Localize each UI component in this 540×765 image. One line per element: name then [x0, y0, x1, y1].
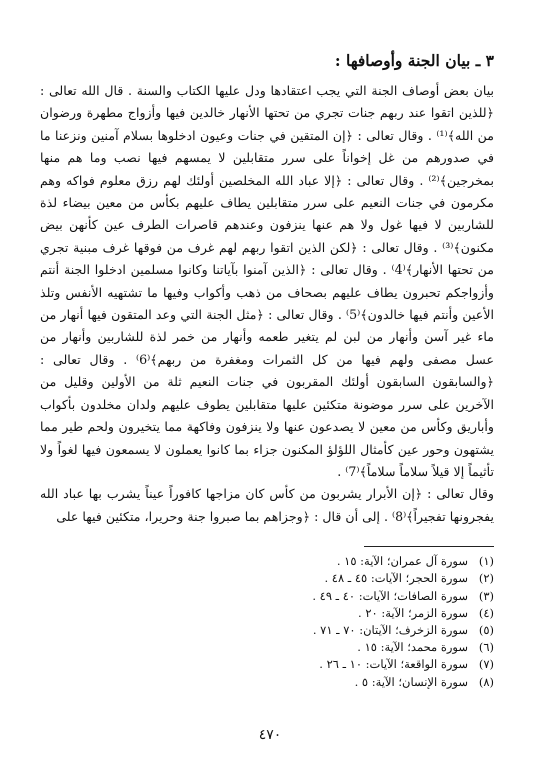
- footnote-number: (٦): [478, 640, 494, 655]
- section-heading: ٣ ـ بيان الجنة وأوصافها :: [334, 51, 494, 70]
- footnote-item: [40, 570, 494, 587]
- footnote-item: [40, 588, 494, 605]
- footnote-number: (٥): [478, 622, 494, 637]
- footnote-text: سورة الحجر؛ الآيات: ٤٥ ـ ٤٨ .: [324, 571, 468, 586]
- footnote-text: سورة محمد؛ الآية: ١٥ .: [357, 640, 468, 655]
- footnote-item: [40, 656, 494, 673]
- footnote-text: سورة الإنسان؛ الآية: ٥ .: [354, 674, 468, 689]
- footnote-text: سورة الصافات؛ الآيات: ٤٠ ـ ٤٩ .: [312, 588, 468, 603]
- footnote-number: (٧): [478, 657, 494, 672]
- footnote-number: (١): [478, 554, 494, 569]
- footnotes-list: [40, 553, 494, 691]
- footnote-text: سورة الزخرف؛ الآيتان: ٧٠ ـ ٧١ .: [312, 622, 468, 637]
- footnote-item: [40, 605, 494, 622]
- footnote-item: [40, 674, 494, 691]
- footnote-number: (٣): [478, 588, 494, 603]
- page-number: ٤٧٠: [258, 727, 282, 743]
- footnote-number: (٢): [478, 571, 494, 586]
- footnote-number: (٤): [478, 605, 494, 620]
- body-paragraph: بيان بعض أوصاف الجنة التي يجب اعتقادها ودل عليها الكتاب والسنة . قال الله تعالى : ﴿للذين اتقوا عند ربهم جنات تجري من تحتها الأنهار خالدين فيها وأزواج مطهرة ورضوان من الله﴾⁽¹⁾ . وقال تعالى : ﴿إن المتقين في جنات وعيون ادخلوها بسلام آمنين ونزعنا ما في صدورهم من غل إخواناً على سرر متقابلين لا يمسهم فيها نصب وما هم منها بمخرجين﴾⁽²⁾ . وقال تعالى : ﴿إلا عباد الله المخلصين أولئك لهم رزق معلوم فواكه وهم مكرمون في جنات النعيم على سرر متقابلين يطاف عليهم بكأس من معين بيضاء لذة للشاربين لا فيها غول ولا هم عنها ينزفون وعندهم قاصرات الطرف عين كأنهن بيض مكنون﴾⁽³⁾ . وقال تعالى : ﴿لكن الذين اتقوا ربهم لهم غرف من فوقها غرف مبنية تجري من تحتها الأنهار﴾⁽4⁾ . وقال تعالى : ﴿الذين آمنوا بآياتنا وكانوا مسلمين ادخلوا الجنة أنتم وأزواجكم تحبرون يطاف عليهم بصحاف من ذهب وأكواب وفيها ما تشتهيه الأنفس وتلذ الأعين وأنتم فيها خالدون﴾⁽5⁾ . وقال تعالى : ﴿مثل الجنة التي وعد المتقون فيها أنهار من ماء غير آسن وأنهار من لبن لم يتغير طعمه وأنهار من خمر لذة للشاربين وأنهار من عسل مصفى ولهم فيها من كل الثمرات ومغفرة من ربهم﴾⁽6⁾ . وقال تعالى : ﴿والسابقون السابقون أولئك المقربون في جنات النعيم ثلة من الأولين وقليل من الآخرين على سرر موضونة متكئين عليها متقابلين يطوف عليهم ولدان مخلدون بأكواب وأباريق وكأس من معين لا يصدعون عنها ولا ينزفون وفاكهة مما يتخيرون ولحم طير مما يشتهون وحور عين كأمثال اللؤلؤ المكنون جزاء بما كانوا يعملون لا يسمعون فيها لغواً ولا تأثيماً إلا قيلاً سلاماً سلاماً﴾⁽7⁾ .: [40, 83, 495, 479]
- footnote-item: [40, 553, 494, 570]
- footnote-text: سورة الزمر؛ الآية: ٢٠ .: [358, 605, 468, 620]
- footnote-item: [40, 622, 494, 639]
- footnote-text: سورة آل عمران؛ الآية: ١٥ .: [336, 554, 468, 569]
- footnote-number: (٨): [478, 674, 494, 689]
- footnote-item: [40, 639, 494, 656]
- body-paragraph: وقال تعالى : ﴿إن الأبرار يشربون من كأس كان مزاجها كافوراً عيناً يشرب بها عباد الله يفجرونها تفجيراً﴾⁽8⁾ . إلى أن قال : ﴿وجزاهم بما صبروا جنة وحريرا، متكئين فيها على: [40, 486, 494, 524]
- footnote-divider: [364, 546, 494, 547]
- footnote-text: سورة الواقعة؛ الآيات: ١٠ ـ ٢٦ .: [319, 657, 468, 672]
